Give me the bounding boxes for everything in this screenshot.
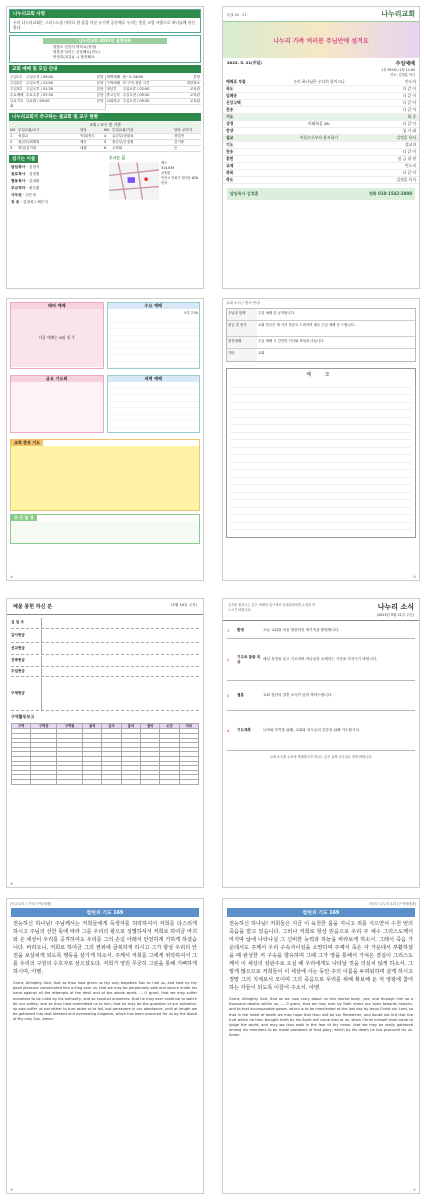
offering-list: [11, 617, 199, 711]
text-cell: 찬양: [226, 128, 234, 133]
vision-text: 우리 나누리교회는 그리스도를 머리로 한 몸을 이룬 유기적 공동체로 우리는 믿음 소망 사랑으로 하나님께 헌신한다.: [13, 20, 195, 30]
text-cell: 새벽예배: [106, 74, 121, 79]
text-cell: 교회학교: [106, 98, 121, 103]
text-cell: 주일오전 / 11:00: [26, 80, 54, 85]
group-title: 나누리교회가 추구하는 셀교회 및 교구 현황: [9, 113, 201, 121]
text-cell: [250, 100, 388, 106]
text-cell: [250, 177, 388, 183]
text-cell: 성 가 대: [402, 128, 416, 133]
text-cell: 3: [227, 693, 230, 698]
text-cell: 주영회: [112, 145, 123, 150]
news-title: 나누리 소식: [377, 603, 414, 611]
text-cell: 오전: [160, 724, 179, 729]
intercession-title: 교회 중보 기도: [11, 440, 43, 446]
text-cell: 다 같 이: [402, 107, 416, 112]
prayer-title: 칼빈의 기도 169: [11, 908, 199, 917]
map-title: 오시는 길: [109, 154, 125, 160]
text-cell: 입례송: [226, 93, 238, 98]
staff-row: 부교역자 · 최승훈: [11, 185, 40, 190]
offering-header: [7, 599, 203, 615]
news-intro: 공지를 원하시는 분은 예배당 입구에서 안내위원에게 요청을 받으시기 바랍니다.: [228, 603, 316, 612]
text-cell: 선교헌금: [11, 646, 25, 650]
service-col-right: [105, 75, 202, 110]
text-cell: 월~토 06:00: [122, 74, 144, 79]
news-footer: 교회 소식을 주보에 게재하고자 하시는 분은 교회 사무실로 연락 바랍니다.: [269, 755, 373, 759]
goal-title: 나누리교회 2023년 실천목표: [43, 38, 167, 44]
text-cell: 설교: [226, 135, 234, 140]
staff-row: 협동목사 · 김대환: [11, 178, 40, 183]
text-cell: 본당: [96, 86, 104, 91]
text-cell: 본당: [96, 80, 104, 85]
text-cell: 은: [174, 145, 178, 150]
text-cell: 교육관: [189, 92, 200, 97]
text-cell: 교회 청년의 결혼 소식이 있어 축하드립니다.: [263, 693, 333, 697]
text-cell: 묵도: [226, 86, 234, 91]
text-cell: 성결교: [18, 133, 29, 138]
text-cell: 사무원: [11, 192, 22, 197]
text-cell: 결혼: [237, 693, 244, 697]
vision-title: 나누리교회 사명: [10, 10, 200, 18]
text-cell: 1: [227, 628, 230, 633]
text-cell: 부설교회/교구: [18, 127, 40, 132]
text-cell: 5: [104, 139, 107, 144]
text-cell: 성경: [226, 121, 234, 126]
text-cell: 유년부/정광옥: [112, 133, 134, 138]
text-cell: 인도자: [404, 163, 416, 168]
staff-row: 원로목사 · 김정철: [11, 171, 40, 176]
text-cell: [250, 149, 388, 155]
bulletin-page-3: [6, 298, 204, 581]
weekly-schedule-box: [10, 514, 200, 544]
text-cell: 기도: [226, 114, 234, 119]
text-cell: NO: [10, 127, 16, 132]
text-cell: 교육관: [189, 86, 200, 91]
theme-service-title: 테마 예배: [11, 303, 103, 309]
text-cell: 참석: [83, 724, 102, 729]
goal-item: 말씀도 건강식 먹어요(성경): [53, 45, 97, 49]
text-cell: 본당: [96, 98, 104, 103]
text-cell: 다 같 이: [402, 93, 416, 98]
map-transport-label: 교통편: [161, 170, 171, 175]
text-cell: 환영: [237, 628, 244, 632]
text-cell: 감사헌금: [11, 633, 25, 637]
text-cell: 주일오전 / 09:30: [122, 98, 150, 103]
text-cell: 수요오후 / 07:30: [26, 92, 54, 97]
church-header: [223, 7, 419, 22]
memo-title: 메 모: [306, 372, 336, 378]
news-list: [227, 623, 415, 751]
map-illustration: [109, 161, 159, 201]
text-cell: 교회 헌금은 세 가지 종류로 드려지며 매주 주일 예배 중 드립니다.: [258, 323, 356, 327]
bulletin-page-1: [6, 6, 204, 289]
text-cell: 본당: [193, 74, 200, 79]
text-cell: 주일헌금: [11, 669, 25, 673]
text-cell: 설교자: [404, 142, 416, 147]
theme-service-note: 다음 예배는 6월 첫 주: [11, 309, 103, 367]
text-cell: 다 같 이: [402, 86, 416, 91]
bulletin-page-2: [222, 6, 420, 289]
friday-prayer-box: [10, 375, 104, 433]
text-cell: 다 같 이: [402, 121, 416, 126]
slogan-text: 나누리 가족 여러분 주님안에 섬겨요: [273, 37, 369, 45]
group-header: 교회 / 교구 및 기관: [9, 122, 201, 128]
prayer-english: Grant, Almighty God, that as thou hast given us thy only begotten Son to rule us, and hast by thy good pleasure consecrated him a King over us, that we may be perpetually safe and secure under his hand against all the attempts of the devil and of the whole world, — O grant, that we may suffer ourselves to be ruled by his authority, and so conduct ourselves, that he may ever continue to watch for our safety; and as thou hast committed us to him, that he may be the guardian of our salvation, so also suffer us not either to turn aside or to fall, but persevere in our obedience, until at length we be gathered into that blessed and everlasting kingdom, which has been procured for us by the blood of thy only Son. Amen.: [13, 981, 197, 1022]
text-cell: 주일오후 / 01:30: [26, 86, 54, 91]
map-fax-label: 팩스: [161, 160, 168, 165]
text-cell: 장년/김기화: [18, 145, 37, 150]
text-cell: 우리 하나님은 우리의 힘이시니: [293, 79, 345, 84]
text-cell: 김대환: [28, 178, 40, 183]
wednesday-service-time: 오후 7:30: [183, 311, 198, 315]
text-cell: 다 같 이: [402, 100, 416, 105]
intercession-box: [10, 439, 200, 511]
text-cell: 회 중: [407, 114, 416, 119]
text-cell: 신앙고백: [226, 100, 241, 105]
text-cell: 청년부/최태희: [18, 139, 40, 144]
slogan-banner: [223, 22, 419, 58]
text-cell: 부교역자: [11, 185, 26, 190]
staff-row: 장 로 · 김창희 / 채은지: [11, 199, 48, 204]
prayer-header: 마음다 나누리교회 [구역예배필]: [368, 902, 416, 906]
text-cell: 채은: [80, 139, 87, 144]
date-text: 2023. 5. 21(주일): [227, 60, 262, 65]
page-number: ⑦: [412, 1188, 416, 1192]
text-cell: 주일오전 / 09:00: [26, 74, 54, 79]
text-cell: 주일오후 / 02:00: [122, 86, 150, 91]
leader-text: 인도: 김정훈 목사: [390, 73, 415, 77]
service-boxes-mid: [7, 372, 203, 436]
text-cell: 예배로 부름: [226, 79, 246, 84]
pastor-footer: [227, 188, 415, 200]
text-cell: 김기중: [174, 139, 185, 144]
text-cell: 담임목사: [11, 164, 26, 169]
text-cell: 1: [10, 133, 13, 138]
text-cell: [250, 128, 388, 134]
prayer-english: Grant, Almighty God, that as we now carry about us this mortal body, yea, and through him so a thousand deaths within us, — O grant, that we may ever by faith direct our eyes towards heaven, and to that incomparable power, which is to be manifested at the last day by Jesus Christ our Lord, so that in the midst of death we may hope that thou wilt be our Redeemer, and doubt not but that the fruit which he then brought forth by his Spirit will come also to us, when Christ himself shall come to judge the world; and may we thus walk in the fear of thy name, that we may be really gathered among his members to be made partakers of that glory, which by his death he has procured for us. Amen.: [229, 997, 413, 1038]
text-cell: 헌금 및 봉사: [227, 321, 257, 336]
text-cell: [250, 170, 388, 176]
text-cell: 기도: [226, 142, 234, 147]
prayer-title: 칼빈의 기도 169: [227, 908, 415, 917]
text-cell: 건축헌금: [11, 658, 25, 662]
text-cell: 구역장: [31, 724, 57, 729]
friday-prayer-title: 금요 기도회: [11, 376, 103, 382]
staff-title: 섬기는 이들: [9, 155, 38, 163]
text-cell: 2: [10, 139, 13, 144]
goal-item: 안녕히(치유)(...) 합을해요: [53, 55, 95, 60]
staff-box: [9, 155, 109, 207]
text-cell: 주일 예배 시 간단한 인사와 축복을 나눕니다.: [258, 339, 325, 343]
service-table: [9, 75, 201, 110]
service-info: [223, 58, 419, 79]
text-cell: 구역원: [57, 724, 83, 729]
text-cell: 금요기도회: [10, 98, 24, 108]
text-cell: 기도와 말씀 묵상: [237, 654, 261, 664]
text-cell: 목회/전도: [80, 133, 95, 138]
text-cell: 축도: [226, 177, 234, 182]
bulletin-page-5: [6, 598, 204, 888]
text-cell: 주님과 함께: [227, 309, 257, 320]
dawn-service-box: [107, 375, 201, 433]
text-cell: [250, 86, 388, 92]
bulletin-page-8: [222, 898, 420, 1194]
text-cell: 수요예배: [10, 92, 24, 97]
text-cell: 장 로: [11, 199, 20, 204]
vision-box: [9, 9, 201, 33]
prayer-header: [성교요약 / 거룩(구역)예배]: [10, 902, 52, 906]
prayer-korean: 전능하신 하나님! 주님께서는 저희들에게 독생자를 허락하셔서 저희를 다스리게 하시고 주님의 선한 뜻에 따라 그를 우리의 왕으로 성별하셔서 저희로 하여금 마귀와 온 세상이 우리를 공격하여도 우리를 그의 손길 아래서 안전하게 거하게 하셨습니다. 바라오니, 저희로 하여금 그의 권위에 굴복하게 하시고 그가 항상 우리의 안전을 보살피게 되도록 행동을 삼가게 하소서. 주께서 저희를 그에게 위탁하셔서 그를 우리의 구원의 수호자로 삼으셨도다. 저희가 영원 무궁히 그분을 통해 기뻐하게 하시며, 아멘.: [13, 921, 197, 975]
pastor-line: 담임목사 김정훈: [230, 191, 259, 196]
goal-box: [9, 35, 201, 63]
group-table: [9, 128, 201, 152]
text-cell: [250, 156, 388, 162]
text-cell: 김은정: [25, 192, 36, 197]
text-cell: [250, 93, 388, 99]
text-cell: 구제헌금: [11, 691, 25, 695]
text-cell: 본당: [96, 74, 104, 79]
text-cell: 대판: [80, 145, 87, 150]
text-cell: 각 구역 정한 시간: [122, 80, 150, 85]
text-cell: 매일 성경을 읽고 기도하며 하나님과 교제하는 시간을 가지시기 바랍니다.: [263, 657, 378, 661]
text-cell: [250, 163, 388, 169]
text-cell: 부설교회/기관: [112, 127, 134, 132]
text-cell: 주일1부: [10, 74, 23, 79]
text-cell: 4: [104, 133, 107, 138]
text-cell: 구역: [12, 724, 31, 729]
text-cell: 나라와 민족을 위해, 교회와 성도들의 건강을 위해 기도합시다.: [263, 728, 361, 732]
text-cell: 결석: [141, 724, 160, 729]
text-cell: 교제: [226, 163, 234, 168]
service-name: 주일예배: [395, 61, 415, 67]
text-cell: 중등부/은정원: [112, 139, 134, 144]
text-cell: 김정훈 목사: [396, 135, 416, 140]
text-cell: 십 일 조: [11, 620, 24, 624]
text-cell: 주일 예배 중 공지합니다.: [258, 311, 296, 315]
text-cell: 최승훈: [28, 185, 40, 190]
news-header: [223, 599, 419, 621]
text-cell: 주일2부: [10, 80, 23, 85]
notice-table: [226, 308, 416, 362]
text-cell: 중고등부: [106, 92, 121, 97]
text-cell: 기타: [227, 349, 257, 361]
theme-service-box: [10, 302, 104, 369]
text-cell: 오늘 교회를 처음 방문하신 새가족을 환영합니다.: [263, 628, 340, 632]
text-cell: 봉헌: [226, 156, 234, 161]
text-cell: 김정훈 목사: [396, 177, 416, 182]
weekly-schedule-title: 주 간 일 정: [11, 515, 37, 521]
text-cell: [250, 114, 388, 120]
bulletin-page-4: [222, 298, 420, 581]
text-cell: 찬송: [226, 149, 234, 154]
text-cell: 마음으로부터 용서하기: [300, 135, 338, 140]
bulletin-page-6: [222, 598, 420, 888]
issue-number: 통권 04 · 21: [227, 12, 247, 17]
text-cell: [250, 107, 388, 113]
wednesday-service-box: [107, 302, 201, 369]
page-number: ②: [10, 575, 14, 579]
offering-date: (5월 14일 주간): [171, 603, 197, 607]
text-cell: 김정석: [28, 164, 40, 169]
text-cell: 다 같 이: [402, 149, 416, 154]
text-cell: 6: [104, 145, 107, 150]
text-cell: 축복: [226, 170, 234, 175]
staff-map-row: [9, 155, 201, 207]
text-cell: 김창희 / 채은지: [22, 199, 48, 204]
map-box: [109, 155, 201, 207]
text-cell: 본당: [96, 92, 104, 97]
goal-item: 영혼을 살리는 운동해요(전도): [53, 50, 100, 55]
text-cell: 인도자: [404, 79, 416, 84]
service-col-left: [9, 75, 105, 110]
text-cell: 헌 금 위 원: [397, 156, 416, 161]
text-cell: 원로목사: [11, 171, 26, 176]
text-cell: 출석: [121, 724, 140, 729]
text-cell: 찬송: [226, 107, 234, 112]
text-cell: 4: [227, 728, 230, 733]
bulletin-page-7: [6, 898, 204, 1194]
text-cell: 정한장소: [186, 80, 200, 85]
service-boxes-top: [7, 299, 203, 372]
map-fax-value: 314,639: [161, 165, 175, 170]
text-cell: 교회: [258, 351, 265, 355]
text-cell: 주일오전 / 09:30: [122, 92, 150, 97]
map-address: 안산시 단원구 원곡동 826번지: [161, 175, 198, 185]
text-cell: 청년부: [106, 86, 117, 91]
memo-box: [226, 368, 416, 538]
text-cell: 협동목사: [11, 178, 26, 183]
cell-report-table: [11, 723, 199, 785]
offering-title: 예물 봉헌 하신 분: [13, 604, 53, 610]
church-name: 나누리교회: [381, 10, 415, 18]
page-number: ⑤: [10, 882, 14, 886]
text-cell: 구역예배: [106, 80, 121, 85]
cell-report-title: 구역활동보고: [11, 714, 35, 719]
page-number: ③: [412, 575, 416, 579]
text-cell: 담당: [80, 127, 87, 132]
notice-title: 교회 소식 / 행사 안내: [226, 301, 260, 305]
order-of-worship: [223, 79, 419, 184]
text-cell: [250, 142, 388, 148]
text-cell: 다 같 이: [402, 170, 416, 175]
text-cell: 주일3부: [10, 86, 23, 91]
staff-row: 담임목사 · 김정석: [11, 164, 40, 169]
news-date: (2023년 5월 21일 주간): [376, 613, 414, 617]
dawn-service-title: 새벽 예배: [108, 376, 200, 382]
text-cell: 저녁: [179, 724, 198, 729]
wednesday-service-title: 수요 예배: [108, 303, 200, 309]
text-cell: 김정철: [28, 171, 40, 176]
page-number: ⑥: [10, 1188, 14, 1192]
text-cell: 정열진: [174, 133, 185, 138]
service-sub: 1부 09:00 / 2부 11:00: [381, 68, 415, 72]
staff-row: 사무원 · 김은정: [11, 192, 36, 197]
text-cell: NO: [104, 127, 110, 132]
text-cell: 3: [10, 145, 13, 150]
text-cell: 헌신예배: [227, 337, 257, 348]
service-title: 교회 예배 및 모임 안내: [9, 65, 201, 73]
text-cell: 감사: [102, 724, 121, 729]
text-cell: 교육관: [189, 98, 200, 103]
text-cell: 마태복음 28:: [308, 121, 330, 126]
phone-text: 전화 010-1542-2008: [368, 191, 412, 196]
text-cell: 2: [227, 657, 230, 662]
text-cell: 담당 교역자: [174, 127, 193, 132]
prayer-korean: 전능하신 하나님! 저희들은 지금 이 육천한 몸을 지니고 죄를 지으면서 수천 번의 죽음을 받고 있습니다. 그러나 저희로 항상 믿음으로 우리 주 예수 그리스도께서 마지막 날에 나타나실 그 신비한 능력과 하늘을 바라보게 하소서. 그래서 죽음 가운데서도 주께서 우리 구속자이심을 소망하며 주께서 죽은 자 가운데서 부활하셨을 때 완성한 저 구속을 향유하며 그때 그가 영을 통해서 가져온 결실이 그리스도께서 이 세상의 심판주로 오실 때 우리에게도 나타날 것을 의심치 않게 하소서. 그렇게 많으므로 저희들이 이 세상에 사는 동안 주의 이름을 두려워하며 살게 하시고 정말 그의 지체로서 모이며 그의 죽음으로 우리를 위해 확보해 둔 저 영광에 참여하는 자들이 되도록 이끌어 주소서. 아멘.: [229, 921, 413, 991]
text-cell: 금요밤 / 09:00: [26, 98, 50, 103]
text-cell: 기도제목: [237, 728, 251, 732]
